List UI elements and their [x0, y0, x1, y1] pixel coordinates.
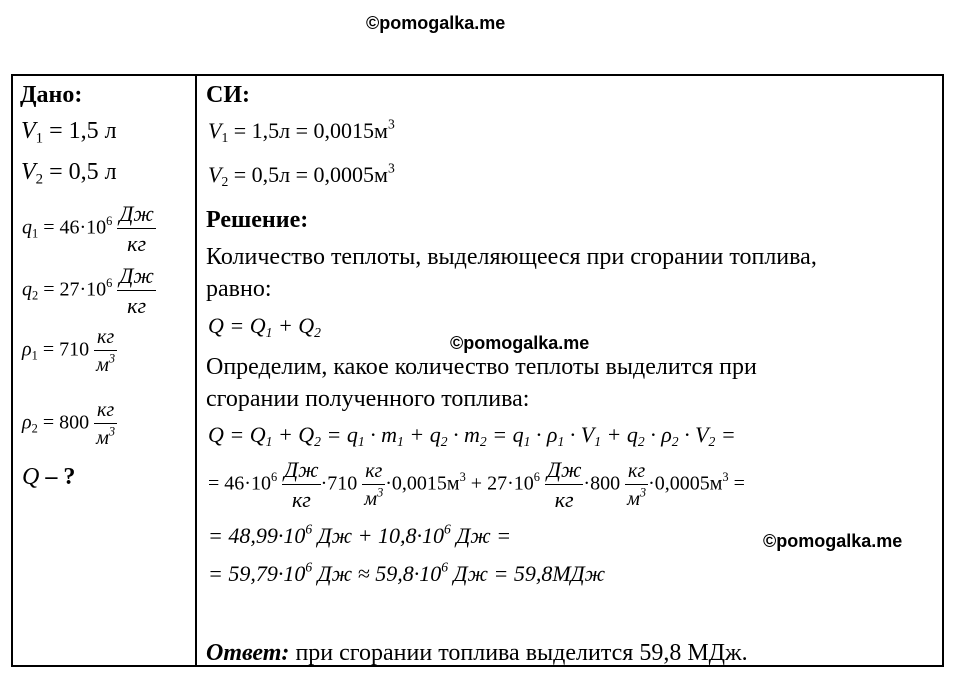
si-v2: $V_2 = 0,5л = 0,0005м^3$: [208, 160, 395, 190]
watermark-middle: ©pomogalka.me: [450, 333, 590, 353]
solution-text-2: равно:: [206, 276, 272, 302]
given-title: Дано:: [20, 82, 83, 108]
given-q2: $q_2 = 27\cdot 10^6$ Дж кг: [22, 263, 154, 318]
formula-sum: = $48,99\cdot 10^6$ Дж + $10,8\cdot 10^6$ Дж =: [208, 521, 512, 548]
solution-title: Решение:: [206, 207, 309, 233]
si-title: СИ:: [206, 82, 250, 108]
solution-text-4: сгорании полученного топлива:: [206, 386, 530, 412]
answer: [206, 641, 748, 665]
answer-label: Ответ:: [206, 640, 290, 666]
given-v2: $V_2 = 0,5$ л: [21, 159, 117, 188]
formula-result: = $59,79\cdot 10^6$ Дж ≈ $59,8\cdot 10^6$ Дж = 59,8МДж: [208, 559, 606, 586]
formula-total-heat: $Q = Q_1 + Q_2$: [208, 313, 321, 341]
solution-text-3: Определим, какое количество теплоты выделится при: [206, 354, 757, 380]
watermark-top: ©pomogalka.me: [366, 13, 506, 33]
si-v1: $V_1 = 1,5л = 0,0015м^3$: [208, 116, 395, 146]
answer-text: при сгорании топлива выделится 59,8 МДж.: [289, 640, 748, 666]
given-rho1: $\rho_1 = 710$ кг $м^3$: [22, 326, 116, 376]
solution-text-1: Количество теплоты, выделяющееся при сгорании топлива,: [206, 244, 817, 270]
given-q1: $q_1 = 46\cdot 10^6$ Дж кг: [22, 201, 154, 256]
given-find: Q – ?: [22, 464, 76, 490]
given-rho2: $\rho_2 = 800$ кг $м^3$: [22, 399, 116, 449]
formula-expanded: $Q = Q_1 + Q_2 = q_1 \cdot m_1 + q_2 \cdot m_2 = q_1 \cdot \rho_1 \cdot V_1 + q_2 \cdot \rho_2 \cdot V_2$ =: [208, 422, 736, 450]
given-v1: $V_1 = 1,5$ л: [21, 118, 117, 147]
formula-substitution: = $46\cdot 10^6$ Дж кг ·710 кг $м^3$ $\cdot 0,0015м^3 + 27\cdot 10^6$ Дж кг ·800 кг $м^3$ $\cdot 0,0005м^3$ =: [208, 457, 745, 512]
column-divider: [195, 74, 197, 667]
watermark-right: ©pomogalka.me: [763, 531, 903, 551]
